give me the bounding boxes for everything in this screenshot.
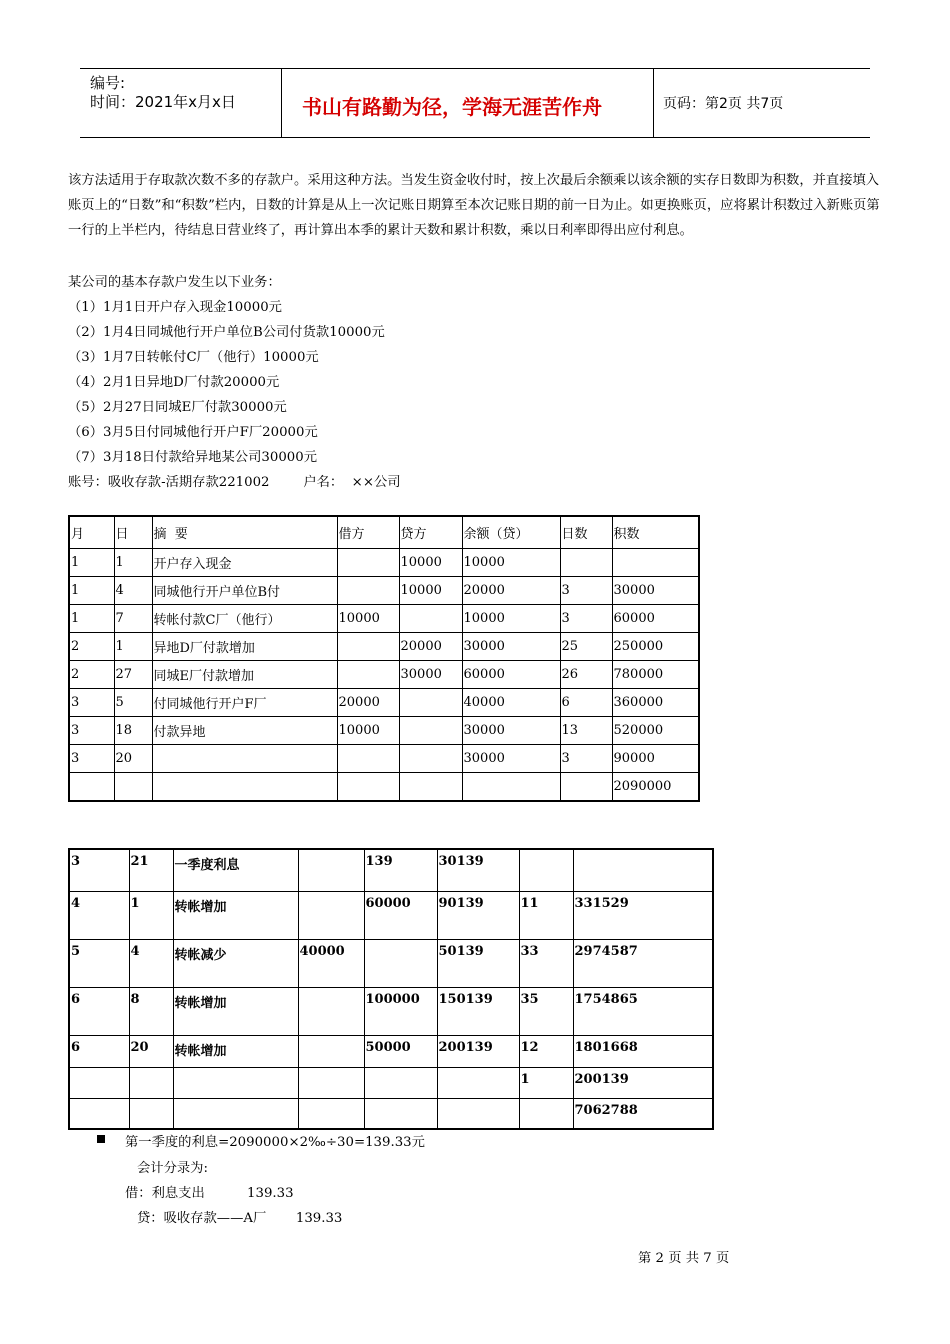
cell: 26 — [560, 661, 612, 689]
cell: 同城他行开户单位B付 — [152, 577, 337, 605]
header-credit: 贷方 — [399, 516, 462, 549]
cell — [437, 1098, 519, 1129]
cell — [114, 773, 152, 802]
cell: 520000 — [612, 717, 699, 745]
table-row — [69, 745, 699, 773]
cell: 10000 — [399, 577, 462, 605]
cell: 40000 — [462, 689, 560, 717]
cell — [560, 773, 612, 802]
cell: 250000 — [612, 633, 699, 661]
square-bullet-icon — [97, 1135, 105, 1143]
cell — [298, 987, 364, 1035]
cell — [612, 549, 699, 577]
business-item-1: （1）1月1日开户存入现金10000元 — [68, 300, 282, 315]
business-intro: 某公司的基本存款户发生以下业务： — [68, 275, 281, 290]
cell: 1 — [69, 605, 114, 633]
cell: 150139 — [437, 987, 519, 1035]
cell: 60000 — [364, 891, 437, 939]
cell — [437, 1067, 519, 1098]
cell: 360000 — [612, 689, 699, 717]
business-item-2: （2）1月4日同城他行开户单位B公司付货款10000元 — [68, 325, 385, 340]
cell — [337, 577, 399, 605]
header-day: 日 — [114, 516, 152, 549]
cell: 35 — [519, 987, 573, 1035]
cell: 12 — [519, 1035, 573, 1067]
cell: 60000 — [612, 605, 699, 633]
interest-formula: 第一季度的利息=2090000×2‰÷30=139.33元 — [125, 1135, 425, 1150]
cell — [152, 773, 337, 802]
cell — [152, 745, 337, 773]
cell: 33 — [519, 939, 573, 987]
cell: 1 — [519, 1067, 573, 1098]
cell — [173, 1098, 298, 1129]
cell: 转帐付款C厂（他行） — [152, 605, 337, 633]
cell: 一季度利息 — [173, 849, 298, 891]
page-footer: 第 2 页 共 7 页 — [638, 1251, 730, 1266]
cell: 30139 — [437, 849, 519, 891]
cell: 3 — [560, 605, 612, 633]
cell: 21 — [129, 849, 173, 891]
page-number-label: 页码：第2页 共7页 — [663, 96, 784, 112]
table-row — [69, 717, 699, 745]
cell: 25 — [560, 633, 612, 661]
table-row — [69, 633, 699, 661]
cell: 139 — [364, 849, 437, 891]
cell — [519, 1098, 573, 1129]
cell — [519, 849, 573, 891]
cell: 3 — [560, 577, 612, 605]
cell — [364, 939, 437, 987]
table-row — [69, 1067, 713, 1098]
cell: 10000 — [462, 605, 560, 633]
cell: 2 — [69, 661, 114, 689]
cell — [399, 605, 462, 633]
cell: 6 — [69, 1035, 129, 1067]
cell — [69, 1067, 129, 1098]
cell: 转帐增加 — [173, 1035, 298, 1067]
cell: 20 — [129, 1035, 173, 1067]
cell — [364, 1098, 437, 1129]
cell: 5 — [114, 689, 152, 717]
page-header — [80, 68, 870, 138]
cell — [173, 1067, 298, 1098]
cell: 3 — [560, 745, 612, 773]
table-row — [69, 849, 713, 891]
motto: 书山有路勤为径，学海无涯苦作舟 — [302, 95, 602, 119]
table-row — [69, 939, 713, 987]
header-summary: 摘 要 — [152, 516, 337, 549]
cell — [129, 1098, 173, 1129]
cell — [573, 849, 713, 891]
cell — [69, 773, 114, 802]
table-row — [69, 549, 699, 577]
cell — [337, 661, 399, 689]
cell: 1754865 — [573, 987, 713, 1035]
cell: 4 — [69, 891, 129, 939]
number-label: 编号: — [90, 74, 126, 92]
cell — [399, 689, 462, 717]
cell: 30000 — [399, 661, 462, 689]
cell: 异地D厂付款增加 — [152, 633, 337, 661]
cell: 2090000 — [612, 773, 699, 802]
cell — [69, 1098, 129, 1129]
table-row — [69, 661, 699, 689]
business-item-4: （4）2月1日异地D厂付款20000元 — [68, 375, 280, 390]
cell: 8 — [129, 987, 173, 1035]
account-line: 账号：吸收存款-活期存款221002 户名： ××公司 — [68, 475, 401, 490]
cell: 2974587 — [573, 939, 713, 987]
cell: 200139 — [573, 1067, 713, 1098]
cell: 331529 — [573, 891, 713, 939]
table-row — [69, 689, 699, 717]
credit-entry: 贷：吸收存款——A厂 139.33 — [137, 1211, 343, 1226]
cell: 90000 — [612, 745, 699, 773]
table-total-row — [69, 1098, 713, 1129]
cell: 20 — [114, 745, 152, 773]
cell: 20000 — [399, 633, 462, 661]
business-item-3: （3）1月7日转帐付C厂（他行）10000元 — [68, 350, 319, 365]
cell: 1 — [114, 633, 152, 661]
cell — [462, 773, 560, 802]
cell: 6 — [69, 987, 129, 1035]
ledger-table-q1 — [68, 515, 700, 802]
cell: 10000 — [337, 717, 399, 745]
cell: 11 — [519, 891, 573, 939]
debit-entry: 借：利息支出 139.33 — [125, 1186, 294, 1201]
table-total-row — [69, 773, 699, 802]
cell: 同城E厂付款增加 — [152, 661, 337, 689]
cell: 付同城他行开户F厂 — [152, 689, 337, 717]
cell: 60000 — [462, 661, 560, 689]
cell: 2 — [69, 633, 114, 661]
cell: 1 — [69, 577, 114, 605]
cell: 30000 — [462, 745, 560, 773]
cell — [337, 745, 399, 773]
cell: 30000 — [462, 717, 560, 745]
header-month: 月 — [69, 516, 114, 549]
table-row — [69, 891, 713, 939]
cell: 10000 — [399, 549, 462, 577]
header-days: 日数 — [560, 516, 612, 549]
cell — [560, 549, 612, 577]
cell: 付款异地 — [152, 717, 337, 745]
cell — [337, 633, 399, 661]
cell: 90139 — [437, 891, 519, 939]
cell — [298, 1067, 364, 1098]
cell: 7062788 — [573, 1098, 713, 1129]
cell: 200139 — [437, 1035, 519, 1067]
cell: 3 — [69, 717, 114, 745]
cell: 50000 — [364, 1035, 437, 1067]
cell: 5 — [69, 939, 129, 987]
header-meta — [80, 69, 282, 137]
cell: 100000 — [364, 987, 437, 1035]
cell: 转帐增加 — [173, 987, 298, 1035]
cell — [399, 717, 462, 745]
table-header-row — [69, 516, 699, 549]
header-balance: 余额（贷） — [462, 516, 560, 549]
cell: 开户存入现金 — [152, 549, 337, 577]
cell — [399, 745, 462, 773]
cell: 20000 — [337, 689, 399, 717]
cell: 6 — [560, 689, 612, 717]
cell: 3 — [69, 745, 114, 773]
business-item-7: （7）3月18日付款给异地某公司30000元 — [68, 450, 317, 465]
cell: 4 — [114, 577, 152, 605]
cell: 3 — [69, 849, 129, 891]
cell: 13 — [560, 717, 612, 745]
header-motto-cell — [282, 69, 654, 137]
table-row — [69, 605, 699, 633]
cell — [399, 773, 462, 802]
cell — [129, 1067, 173, 1098]
cell: 780000 — [612, 661, 699, 689]
cell: 10000 — [462, 549, 560, 577]
cell: 27 — [114, 661, 152, 689]
business-item-5: （5）2月27日同城E厂付款30000元 — [68, 400, 287, 415]
header-debit: 借方 — [337, 516, 399, 549]
cell: 转帐增加 — [173, 891, 298, 939]
cell — [298, 1098, 364, 1129]
table-row — [69, 987, 713, 1035]
header-product: 积数 — [612, 516, 699, 549]
cell: 1 — [114, 549, 152, 577]
cell — [298, 849, 364, 891]
cell: 1 — [69, 549, 114, 577]
cell: 40000 — [298, 939, 364, 987]
cell — [364, 1067, 437, 1098]
table-row — [69, 1035, 713, 1067]
ledger-table-q2 — [68, 848, 714, 1130]
intro-paragraph: 该方法适用于存取款次数不多的存款户。采用这种方法。当发生资金收付时，按上次最后余额乘以该余额的实存日数即为积数，并直接填入账页上的“日数”和“积数”栏内，日数的计算是从上一次记账日期算至本次记账日期的前一日为止。如更换账页，应将累计积数过入新账页第一行的上半栏内，待结息日营业终了，再计算出本季的累计天数和累计积数，乘以日利率即得出应付利息。 — [68, 173, 880, 238]
table-row — [69, 577, 699, 605]
cell: 18 — [114, 717, 152, 745]
cell: 1 — [129, 891, 173, 939]
cell: 1801668 — [573, 1035, 713, 1067]
cell: 4 — [129, 939, 173, 987]
cell — [337, 549, 399, 577]
cell: 30000 — [612, 577, 699, 605]
cell: 3 — [69, 689, 114, 717]
cell — [298, 891, 364, 939]
business-item-6: （6）3月5日付同城他行开户F厂20000元 — [68, 425, 318, 440]
cell — [337, 773, 399, 802]
entry-title: 会计分录为: — [137, 1161, 208, 1176]
cell: 30000 — [462, 633, 560, 661]
cell: 转帐减少 — [173, 939, 298, 987]
cell: 7 — [114, 605, 152, 633]
cell: 20000 — [462, 577, 560, 605]
cell: 50139 — [437, 939, 519, 987]
time-label: 时间：2021年x月x日 — [90, 93, 236, 111]
cell — [298, 1035, 364, 1067]
cell: 10000 — [337, 605, 399, 633]
